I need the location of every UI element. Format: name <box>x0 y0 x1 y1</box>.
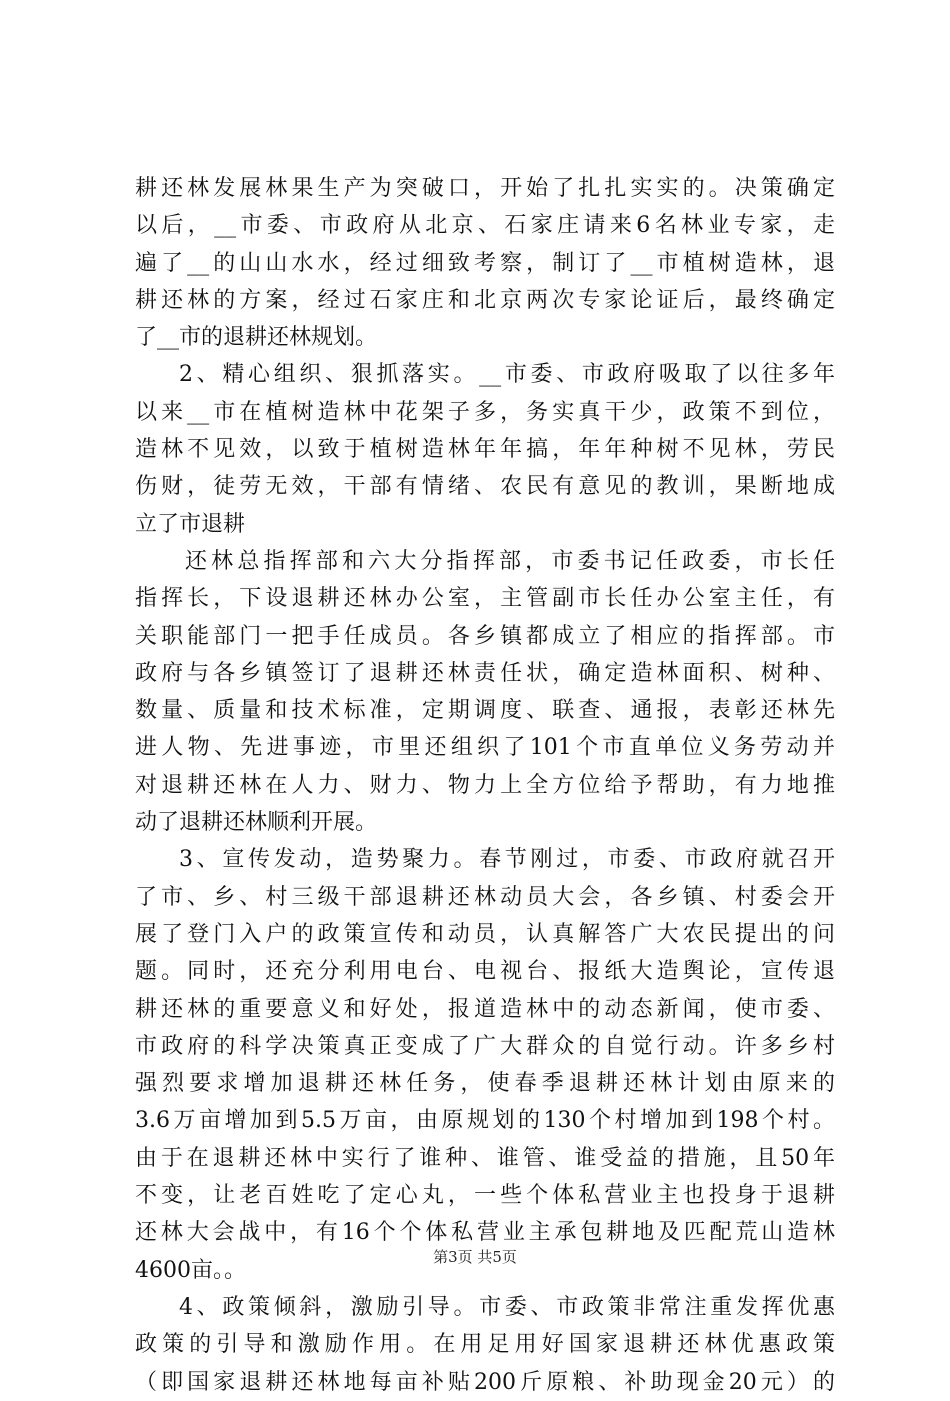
text-line: 耕还林的方案，经过石家庄和北京两次专家论证后，最终确定 <box>135 287 835 313</box>
text-line: 2、精心组织、狠抓落实。__市委、市政府吸取了以往多年 <box>179 362 835 388</box>
text-line: 对退耕还林在人力、财力、物力上全方位给予帮助，有力地推 <box>135 772 835 798</box>
text-line: 立了市退耕 <box>135 511 246 537</box>
text-line: 市政府的科学决策真正变成了广大群众的自觉行动。许多乡村 <box>135 1033 835 1059</box>
text-line: 耕还林发展林果生产为突破口，开始了扎扎实实的。决策确定 <box>135 176 835 201</box>
text-line: 4600亩。。 <box>135 1257 246 1283</box>
text-line: （即国家退耕还林地每亩补贴200斤原粮、补助现金20元）的 <box>135 1369 835 1395</box>
text-line: 还林总指挥部和六大分指挥部，市委书记任政委，市长任 <box>185 548 835 574</box>
text-line: 由于在退耕还林中实行了谁种、谁管、谁受益的措施，且50年 <box>135 1145 835 1171</box>
text-line: 数量、质量和技术标准，定期调度、联查、通报，表彰还林先 <box>135 698 835 724</box>
text-line: 3、宣传发动，造势聚力。春节刚过，市委、市政府就召开 <box>179 847 835 873</box>
text-line: 政策的引导和激励作用。在用足用好国家退耕还林优惠政策 <box>135 1332 835 1358</box>
text-line: 了__市的退耕还林规划。 <box>135 325 378 351</box>
text-line: 关职能部门一把手任成员。各乡镇都成立了相应的指挥部。市 <box>135 623 835 649</box>
text-line: 指挥长，下设退耕还林办公室，主管副市长任办公室主任，有 <box>135 586 835 612</box>
page-footer: 第3页 共5页 <box>433 1248 517 1266</box>
text-line: 伤财，徒劳无效，干部有情绪、农民有意见的教训，果断地成 <box>135 474 835 500</box>
text-line: 造林不见效，以致于植树造林年年搞，年年种树不见林，劳民 <box>135 437 835 463</box>
text-line: 耕还林的重要意义和好处，报道造林中的动态新闻，使市委、 <box>135 996 835 1022</box>
document-body <box>135 170 835 1401</box>
text-line: 题。同时，还充分利用电台、电视台、报纸大造舆论，宣传退 <box>135 959 835 985</box>
text-line: 以后，__市委、市政府从北京、石家庄请来6名林业专家，走 <box>135 213 835 239</box>
text-line: 3.6万亩增加到5.5万亩，由原规划的130个村增加到198个村。 <box>135 1108 835 1134</box>
text-line: 遍了__的山山水水，经过细致考察，制订了__市植树造林，退 <box>135 250 835 276</box>
text-line: 了市、乡、村三级干部退耕还林动员大会，各乡镇、村委会开 <box>135 884 835 910</box>
text-line: 还林大会战中，有16个个体私营业主承包耕地及匹配荒山造林 <box>135 1220 835 1246</box>
text-line: 进人物、先进事迹，市里还组织了101个市直单位义务劳动并 <box>135 735 835 761</box>
text-line: 不变，让老百姓吃了定心丸，一些个体私营业主也投身于退耕 <box>135 1183 835 1209</box>
text-line: 强烈要求增加退耕还林任务，使春季退耕还林计划由原来的 <box>135 1071 835 1097</box>
text-line: 动了退耕还林顺利开展。 <box>135 810 378 836</box>
text-line: 4、政策倾斜，激励引导。市委、市政策非常注重发挥优惠 <box>179 1294 835 1320</box>
text-line: 以来__市在植树造林中花架子多，务实真干少，政策不到位， <box>135 399 835 425</box>
text-line: 展了登门入户的政策宣传和动员，认真解答广大农民提出的问 <box>135 921 835 947</box>
text-line: 政府与各乡镇签订了退耕还林责任状，确定造林面积、树种、 <box>135 660 835 686</box>
